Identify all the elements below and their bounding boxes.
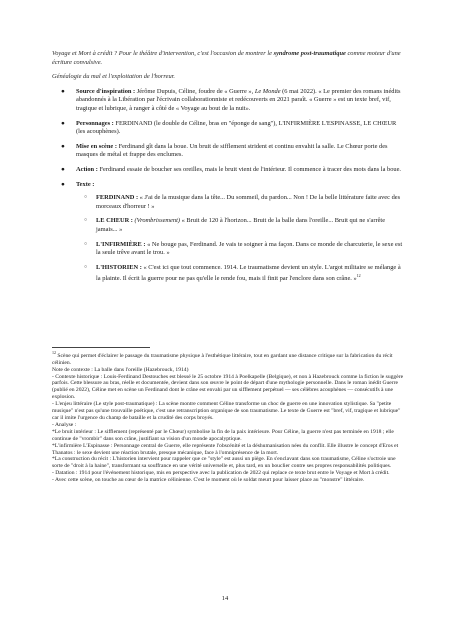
action-label: Action : — [76, 165, 98, 173]
footnote-line: - Contexte historique : Louis-Ferdinand Destouches est blessé le 25 octobre 1914 à Poelkapelle (Belgique), et non à Hazebrouck comme la fiction le suggère parfois. Cette blessure au bras, réelle et documentée, devient dans son œuvre le point de départ d'une mythologie personnelle. Dans le roman inédit Guerre (publié en 2022), Céline met en scène un Ferdinand dont le crâne est envahi par un sifflement perpétuel — ses célèbres acouphènes — consécutifs à une explosion. — [52, 373, 404, 401]
footnote-mark: 12 — [52, 350, 56, 355]
line-infirmiere — [76, 241, 404, 258]
historien-text: « C'est ici que tout commence. 1914. Le traumatisme devient un style. L'argot militaire se mélange à la plainte. Il écrit la guerre pour ne pas qu'elle le rende fou, mais il finit par l'enclore dans son crâne. » — [96, 263, 401, 283]
choeur-text: « Bruit de 120 à l'horizon... Bruit de la balle dans l'oreille... Bruit qui ne s'arrête jamais... » — [96, 217, 386, 233]
bullet-dot: ● — [61, 142, 65, 150]
speaker-choeur: LE CHEUR : — [96, 217, 133, 225]
source-text-c: (6 mai 2022). « Le premier des romans inédits abandonnés à la Libération par l'écrivain collaborationniste et redécouverts en 2021 paraît. « Guerre » est un texte bref, vif, tragique et lubrique, à ranger à côté de « Voyage au bout de la nuit». — [76, 87, 401, 112]
intro-bold: syndrome post-traumatique — [273, 50, 346, 57]
footnote-line: - Datation : 1914 pour l'événement historique, mis en perspective avec la publication de 2022 qui replace ce texte brut entre le Voyage et Mort à crédit. — [52, 470, 390, 477]
main-bullet-list — [52, 88, 404, 284]
choeur-stage-direction: (Vrombrissement) — [132, 217, 180, 225]
staging-label: Mise en scène : — [76, 142, 117, 150]
bullet-dot: ● — [61, 180, 65, 188]
texte-label: Texte : — [76, 180, 95, 188]
footnote-line: *La construction du récit : L'historien intervient pour rappeler que ce "style" est aussi un piège. En s'enclavant dans son traumatisme, Céline s'octroie une sorte de "droit à la haine", transformant sa souffrance en une vérité universelle et, plus tard, en un bouclier contre ses propres responsabilités politiques. — [52, 456, 396, 470]
speaker-historien: L'HISTORIEN : — [96, 263, 142, 271]
footnote-block — [52, 350, 404, 484]
ferdinand-text: « J'ai de la musique dans la tête... Du sommeil, du pardon... Non ! De la belle littérature faite avec des morceaux d'horreur ! » — [96, 194, 401, 210]
main-text — [52, 50, 404, 290]
intro-paragraph — [52, 50, 404, 67]
source-label: Source d'inspiration : — [76, 87, 136, 95]
footnote-line: *L'infirmière L'Espinasse : Personnage central de Guerre, elle représente l'obscénité et la déshumanisation nées du conflit. Elle illustre le concept d'Eros et Thanatos : le sexe devient une réaction brutale, presque mécanique, face à l'omniprésence de la mort. — [52, 442, 399, 456]
footnote-line: *Le bruit intérieur : Le sifflement (représenté par le Chœur) symbolise la fin de la paix intérieure. Pour Céline, la guerre n'est pas terminée en 1918 ; elle continue de "vrombir" dans son crâne, justifiant sa vision d'un monde apocalyptique. — [52, 428, 394, 442]
bullet-dot: ● — [61, 165, 65, 173]
dialogue-list — [76, 194, 404, 284]
action-text: Ferdinand essaie de boucher ses oreilles, mais le bruit vient de l'intérieur. Il commence à tracer des mots dans la boue. — [97, 165, 402, 173]
circle-bullet: ○ — [84, 264, 88, 270]
source-text-b: Le Monde — [254, 87, 281, 95]
list-item-texte — [52, 181, 404, 284]
characters-text: FERDINAND (le double de Céline, bras en "éponge de sang"), L'INFIRMIÈRE L'ESPINASSE, LE CHŒUR (les acouphènes). — [76, 119, 397, 136]
footnote-line: - Analyse : — [52, 421, 77, 428]
speaker-ferdinand: FERDINAND : — [96, 194, 139, 202]
infirmiere-text: « Ne bouge pas, Ferdinand. Je vais te soigner à ma façon. Dans ce monde de charcuterie, le sexe est la seule trêve avant le trou. » — [96, 240, 403, 257]
bullet-dot: ● — [61, 87, 65, 95]
genealogy-heading: Généalogie du mal et l'exploitation de l'horreur. — [52, 73, 176, 81]
source-text-a: Jérôme Dupuis, Céline, foudre de « Guerre », — [135, 87, 255, 95]
circle-bullet: ○ — [84, 218, 88, 224]
staging-text: Ferdinand gît dans la boue. Un bruit de sifflement strident et continu envahit la salle. Le Chœur porte des masques de métal et frappe des enclumes. — [76, 142, 388, 159]
characters-label: Personnages : — [76, 119, 114, 127]
line-choeur — [76, 217, 404, 234]
circle-bullet: ○ — [84, 241, 88, 247]
page-number: 14 — [221, 595, 229, 602]
footnote-line: - Avec cette scène, on touche au cœur de la matrice célinienne. C'est le moment où le soldat meurt pour laisser place au "monstre" littéraire. — [52, 477, 365, 484]
intro-lead: Voyage et Mort à crédit ? Pour le théâtre d'intervention, c'est l'occasion de montrer le — [52, 50, 274, 57]
footnote-line: Note de contexte : La balle dans l'oreille (Hazebrouck, 1914) — [52, 366, 189, 373]
intro-trail: comme moteur d'une écriture convulsive. — [52, 50, 401, 66]
list-item-source — [52, 88, 404, 114]
footnote-line — [52, 350, 404, 367]
footnote-text: Scène qui permet d'éclairer le passage du traumatisme physique à l'esthétique littéraire, tout en gardant une distance critique sur la fabrication du récit célinien. — [52, 352, 393, 366]
circle-bullet: ○ — [84, 195, 88, 201]
list-item-staging — [52, 143, 404, 160]
footnote-reference[interactable]: 12 — [356, 273, 361, 279]
line-ferdinand — [76, 194, 404, 211]
speaker-infirmiere: L'INFIRMIÈRE : — [96, 240, 146, 248]
footnote-separator — [52, 347, 150, 348]
line-historien — [76, 264, 404, 284]
footnote-line: - L'enjeu littéraire (Le style post-traumatique) : La scène montre comment Céline transforme un choc de guerre en une innovation stylistique. Sa "petite musique" n'est pas qu'une trouvaille poétique, c'est une retranscription organique de son traumatisme. Le texte de Guerre est "bref, vif, tragique et lubrique" car il imite l'urgence du champ de bataille et la crudité des corps broyés. — [52, 401, 401, 422]
list-item-characters — [52, 120, 404, 137]
bullet-dot: ● — [61, 119, 65, 127]
list-item-action — [52, 166, 404, 175]
